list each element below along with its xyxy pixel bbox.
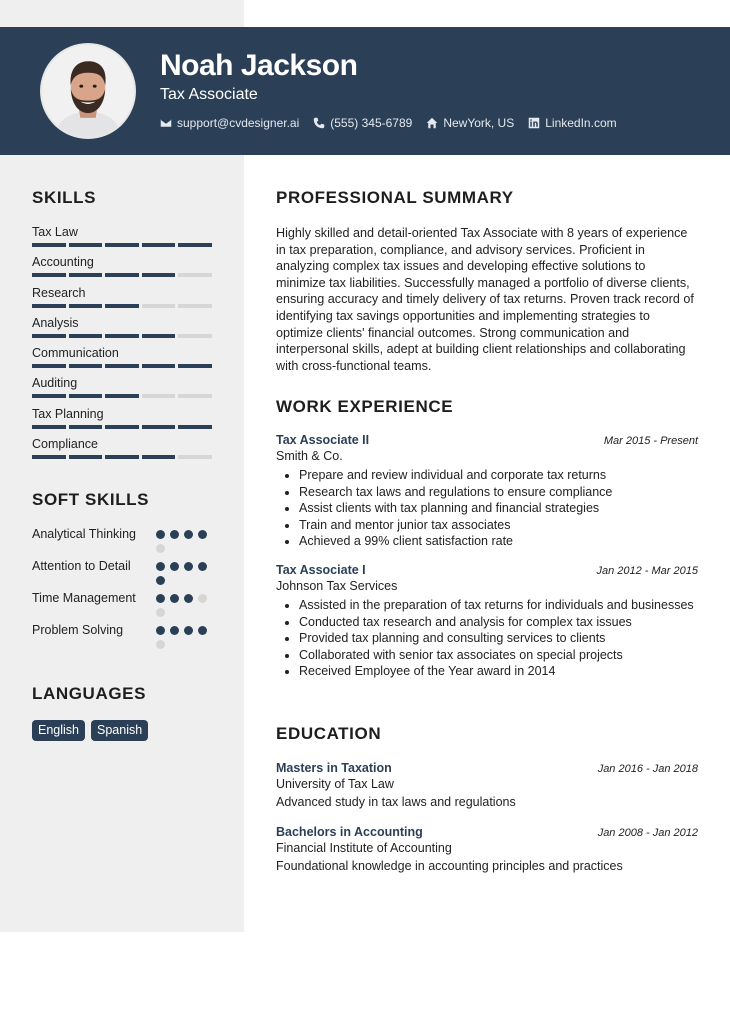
skill-level-segment [32,455,66,459]
skill-name: Research [32,285,86,300]
rating-dot [184,562,193,571]
home-icon [426,117,438,129]
job-dates: Mar 2015 - Present [603,435,698,447]
soft-skill-name: Attention to Detail [32,559,131,573]
skill-level-segment [32,243,66,247]
resume-header [0,27,730,155]
skill-level-segment [178,273,212,277]
education-description: Foundational knowledge in accounting principles and practices [276,859,623,873]
education-heading: EDUCATION [276,724,382,743]
job-bullet: • Train and mentor junior tax associates [299,517,698,534]
skill-level-bar [32,394,212,398]
skill-level-segment [69,425,103,429]
soft-skill-rating [156,526,212,553]
education-entry [276,825,698,873]
skill-level-bar [32,334,212,338]
job-bullet: • Provided tax planning and consulting services to clients [299,630,698,647]
job-entry [276,433,698,550]
linkedin-icon [528,117,540,129]
soft-skills-list [32,526,212,654]
skill-level-segment [69,364,103,368]
rating-dot [156,544,165,553]
skills-heading: SKILLS [32,188,97,207]
skill-level-bar [32,304,212,308]
rating-dot [156,608,165,617]
skill-level-segment [178,394,212,398]
skill-item [32,315,212,345]
rating-dot [184,626,193,635]
rating-dot [170,594,179,603]
skill-level-segment [105,394,139,398]
job-dates: Jan 2012 - Mar 2015 [596,565,698,577]
avatar-illustration-icon [42,45,134,137]
skill-level-bar [32,273,212,277]
contact-linkedin-text: LinkedIn.com [545,116,617,130]
rating-dot [170,530,179,539]
skill-name: Auditing [32,376,78,391]
rating-dot [156,594,165,603]
skill-level-segment [105,273,139,277]
education-school: Financial Institute of Accounting [276,841,452,855]
soft-skill-rating [156,622,212,649]
skills-list [32,224,212,466]
contact-linkedin[interactable] [528,116,616,130]
soft-skills-heading: SOFT SKILLS [32,490,150,509]
soft-skill-rating [156,590,212,617]
language-badge: Spanish [91,720,148,741]
job-bullet: • Assist clients with tax planning and financial strategies [299,500,698,517]
soft-skill-name: Analytical Thinking [32,527,136,541]
skill-level-bar [32,455,212,459]
skill-level-segment [32,273,66,277]
skill-level-segment [105,455,139,459]
education-school: University of Tax Law [276,777,394,791]
skill-name: Communication [32,346,119,361]
soft-skill-item [32,622,212,649]
rating-dot [156,530,165,539]
skill-item [32,224,212,254]
skill-name: Analysis [32,315,79,330]
job-bullet: • Prepare and review individual and corporate tax returns [299,467,698,484]
candidate-title: Tax Associate [160,86,258,103]
rating-dot [156,640,165,649]
job-bullet: • Research tax laws and regulations to ensure compliance [299,484,698,501]
contact-location-text: NewYork, US [443,116,515,130]
skill-name: Tax Planning [32,406,104,421]
skill-level-bar [32,243,212,247]
contact-location [426,116,514,130]
job-role: Tax Associate II [276,433,370,447]
skill-item [32,254,212,284]
job-bullet: • Assisted in the preparation of tax returns for individuals and businesses [299,597,698,614]
rating-dot [156,562,165,571]
skill-level-segment [69,243,103,247]
candidate-name: Noah Jackson [160,49,358,82]
soft-skill-name: Problem Solving [32,623,124,637]
skill-level-segment [69,304,103,308]
profile-photo [40,43,136,139]
skill-level-segment [32,304,66,308]
skill-level-segment [142,334,176,338]
job-bullets [276,597,698,680]
skill-level-segment [105,334,139,338]
summary-text: Highly skilled and detail-oriented Tax Associate with 8 years of experience in tax preparation, compliance, and advisory services. Proficient in analyzing complex tax issues and developing effective solutions to minimize tax liabilities. Successfully managed a portfolio of diverse clients, ensuring accuracy and timely delivery of tax returns. Proven track record of identifying tax savings opportunities and implementing strategies to optimize clients' financial outcomes. Strong communication and interpersonal skills, adept at building client relationships and collaborating with cross-functional teams. [276,226,694,373]
rating-dot [156,626,165,635]
job-entry [276,563,698,680]
rating-dot [184,594,193,603]
skill-level-segment [142,455,176,459]
soft-skill-item [32,590,212,617]
skill-level-bar [32,425,212,429]
skill-item [32,436,212,466]
rating-dot [198,626,207,635]
skill-level-segment [69,334,103,338]
skill-level-segment [142,364,176,368]
education-degree: Masters in Taxation [276,761,392,775]
job-role: Tax Associate I [276,563,366,577]
rating-dot [170,562,179,571]
rating-dot [156,576,165,585]
skill-level-segment [32,394,66,398]
contact-row [160,116,617,130]
soft-skill-item [32,526,212,553]
job-bullet: • Achieved a 99% client satisfaction rate [299,533,698,550]
soft-skill-item [32,558,212,585]
job-bullet: • Collaborated with senior tax associates on special projects [299,647,698,664]
summary-heading: PROFESSIONAL SUMMARY [276,188,514,207]
skill-level-segment [105,243,139,247]
job-company: Smith & Co. [276,449,343,463]
language-badge: English [32,720,85,741]
skill-level-segment [178,334,212,338]
skill-level-segment [32,334,66,338]
skill-item [32,285,212,315]
skill-level-segment [178,425,212,429]
skill-level-segment [105,364,139,368]
rating-dot [198,530,207,539]
skill-level-segment [178,304,212,308]
education-degree: Bachelors in Accounting [276,825,423,839]
soft-skill-name: Time Management [32,591,136,605]
skill-name: Tax Law [32,225,78,239]
contact-email[interactable] [160,116,299,130]
phone-icon [313,117,325,129]
skill-level-segment [142,425,176,429]
skill-item [32,375,212,405]
skill-level-segment [105,425,139,429]
job-company: Johnson Tax Services [276,579,398,593]
skill-level-segment [32,425,66,429]
skill-level-segment [69,394,103,398]
contact-email-text: support@cvdesigner.ai [177,116,300,130]
contact-phone-text: (555) 345-6789 [330,116,413,130]
soft-skill-rating [156,558,212,585]
education-entry [276,761,698,809]
rating-dot [170,626,179,635]
skill-level-segment [105,304,139,308]
skill-level-segment [142,394,176,398]
envelope-icon [160,117,172,129]
rating-dot [198,562,207,571]
skill-level-segment [142,243,176,247]
education-description: Advanced study in tax laws and regulations [276,795,516,809]
experience-heading: WORK EXPERIENCE [276,397,454,416]
skill-level-segment [69,455,103,459]
skill-item [32,345,212,375]
skill-level-segment [32,364,66,368]
rating-dot [184,530,193,539]
languages-heading: LANGUAGES [32,684,147,703]
skill-level-segment [178,243,212,247]
job-bullet: • Conducted tax research and analysis for complex tax issues [299,614,698,631]
skill-name: Compliance [32,437,99,452]
rating-dot [198,594,207,603]
skill-level-segment [178,364,212,368]
skill-level-bar [32,364,212,368]
job-bullets [276,467,698,550]
skill-level-segment [178,455,212,459]
education-dates: Jan 2008 - Jan 2012 [597,827,698,839]
job-bullet: • Received Employee of the Year award in 2014 [299,663,698,680]
skill-name: Accounting [32,255,94,270]
languages-list [32,720,148,741]
skill-level-segment [142,304,176,308]
skill-level-segment [69,273,103,277]
education-dates: Jan 2016 - Jan 2018 [597,763,698,775]
skill-item [32,406,212,436]
skill-level-segment [142,273,176,277]
contact-phone[interactable] [313,116,412,130]
